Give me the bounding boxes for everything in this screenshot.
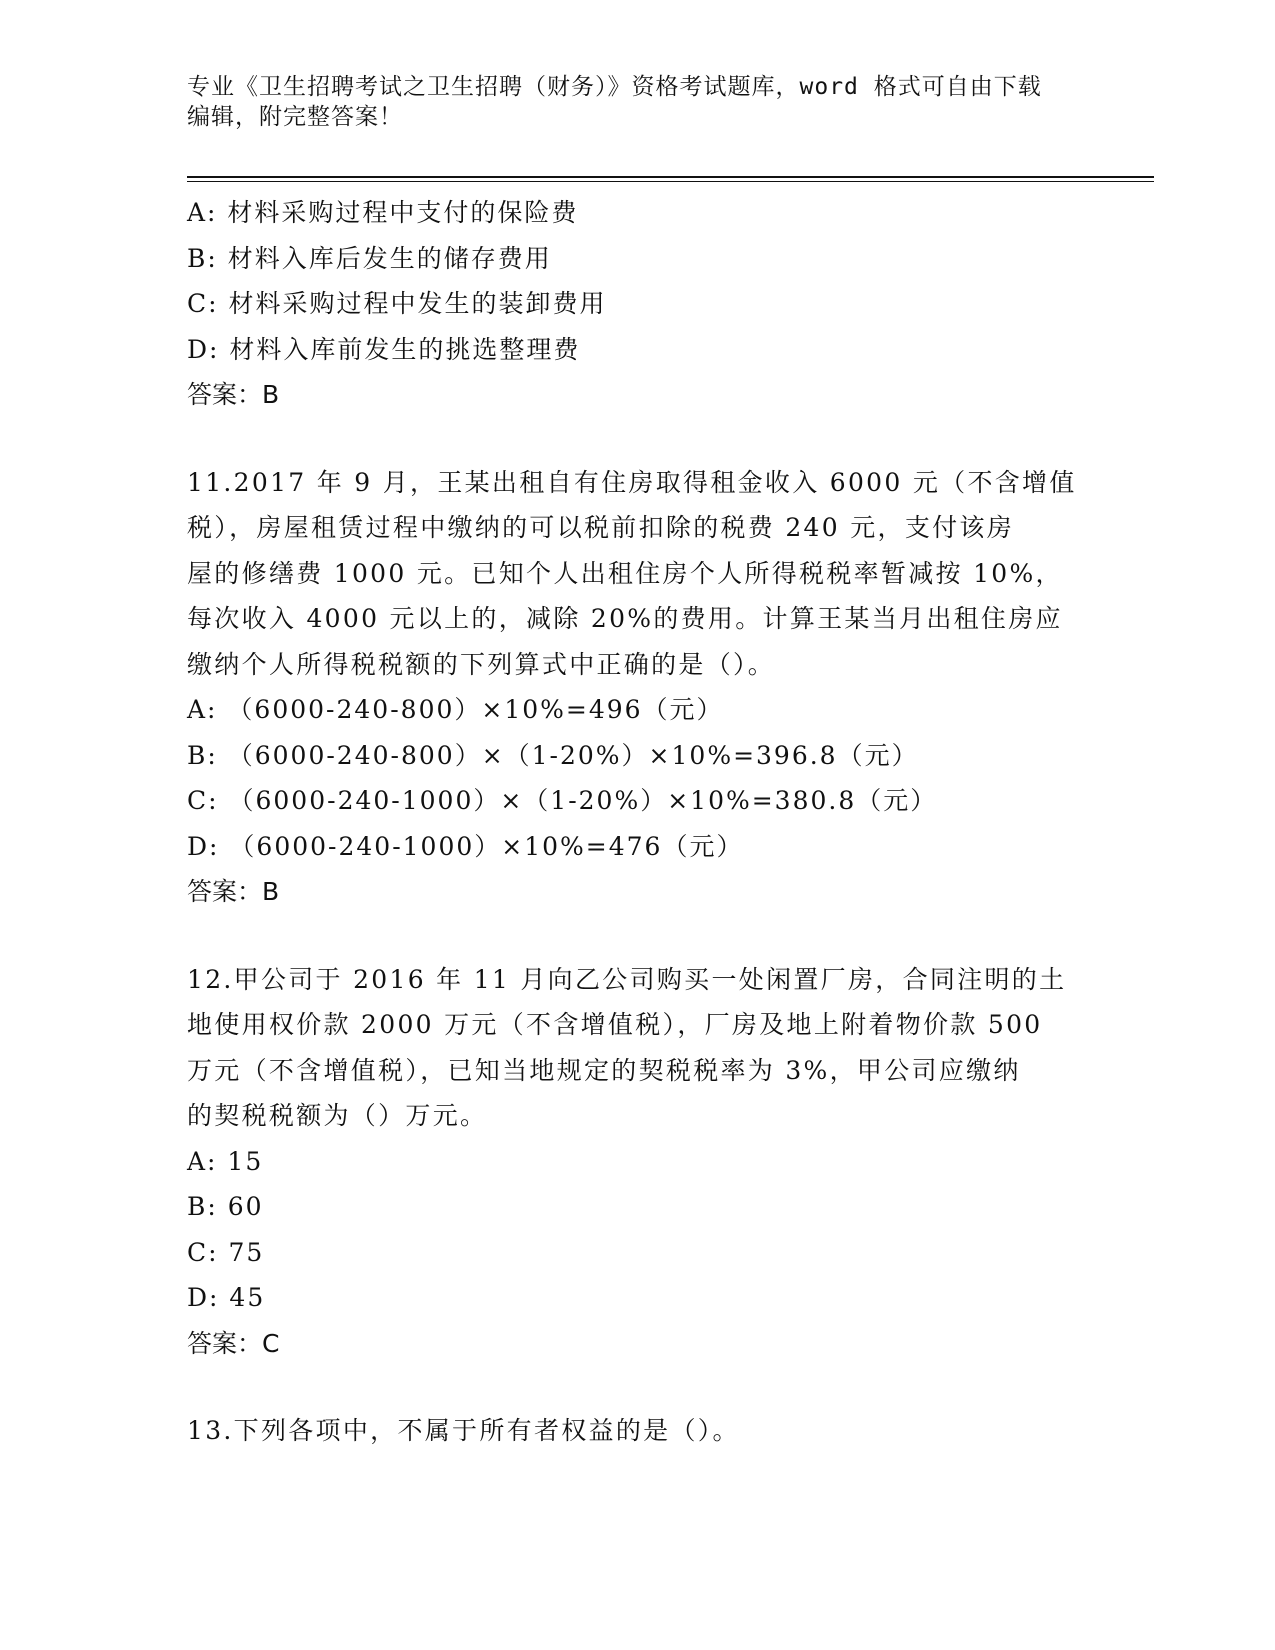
header-line: 编辑，附完整答案！ [187,104,403,130]
stem-line: 的契税税额为（）万元。 [187,1101,488,1130]
header-divider [187,176,1154,178]
option-d: D: 45 [187,1283,266,1312]
stem-line: 11.2017 年 9 月，王某出租自有住房取得租金收入 6000 元（不含增值 [187,467,1077,497]
stem-line: 地使用权价款 2000 万元（不含增值税），厂房及地上附着物价款 500 [187,1010,1043,1039]
stem-line: 12.甲公司于 2016 年 11 月向乙公司购买一处闲置厂房，合同注明的土 [187,964,1067,994]
option-a: A: 材料采购过程中支付的保险费 [187,198,579,227]
header-divider-thin [187,181,1154,182]
stem-line: 13.下列各项中，不属于所有者权益的是（）。 [187,1416,740,1445]
stem-line: 每次收入 4000 元以上的，减除 20%的费用。计算王某当月出租住房应 [187,604,1063,633]
answer-line: 答案：B [187,380,280,409]
option-d: D: 材料入库前发生的挑选整理费 [187,334,581,364]
option-a: A: （6000-240-800）×10%=496（元） [187,695,724,724]
question-stem [187,460,1087,688]
question-12 [187,957,1087,1367]
answer-line: 答案：B [187,877,280,906]
option-a: A: 15 [187,1146,264,1176]
option-c: C: 材料采购过程中发生的装卸费用 [187,289,607,318]
stem-line: 缴纳个人所得税税额的下列算式中正确的是（）。 [187,649,776,679]
header-line: 专业《卫生招聘考试之卫生招聘（财务）》资格考试题库，word 格式可自由下载 [187,74,1042,100]
document-header [187,72,1087,132]
stem-line: 税），房屋租赁过程中缴纳的可以税前扣除的税费 240 元，支付该房 [187,513,1015,542]
stem-line: 屋的修缮费 1000 元。已知个人出租住房个人所得税税率暂减按 10%， [187,558,1063,588]
question-11 [187,460,1087,915]
question-list [187,190,1087,1454]
question-stem [187,1408,1087,1454]
option-b: B: （6000-240-800）×（1-20%）×10%=396.8（元） [187,740,919,770]
option-b: B: 60 [187,1192,264,1221]
option-c: C: 75 [187,1237,265,1267]
stem-line: 万元（不含增值税），已知当地规定的契税税率为 3%，甲公司应缴纳 [187,1055,1021,1085]
question-10 [187,190,1087,418]
option-b: B: 材料入库后发生的储存费用 [187,243,552,273]
option-d: D: （6000-240-1000）×10%=476（元） [187,831,744,861]
question-stem [187,957,1087,1139]
answer-line: 答案：C [187,1328,280,1358]
option-c: C: （6000-240-1000）×（1-20%）×10%=380.8（元） [187,786,938,815]
question-13 [187,1408,1087,1454]
